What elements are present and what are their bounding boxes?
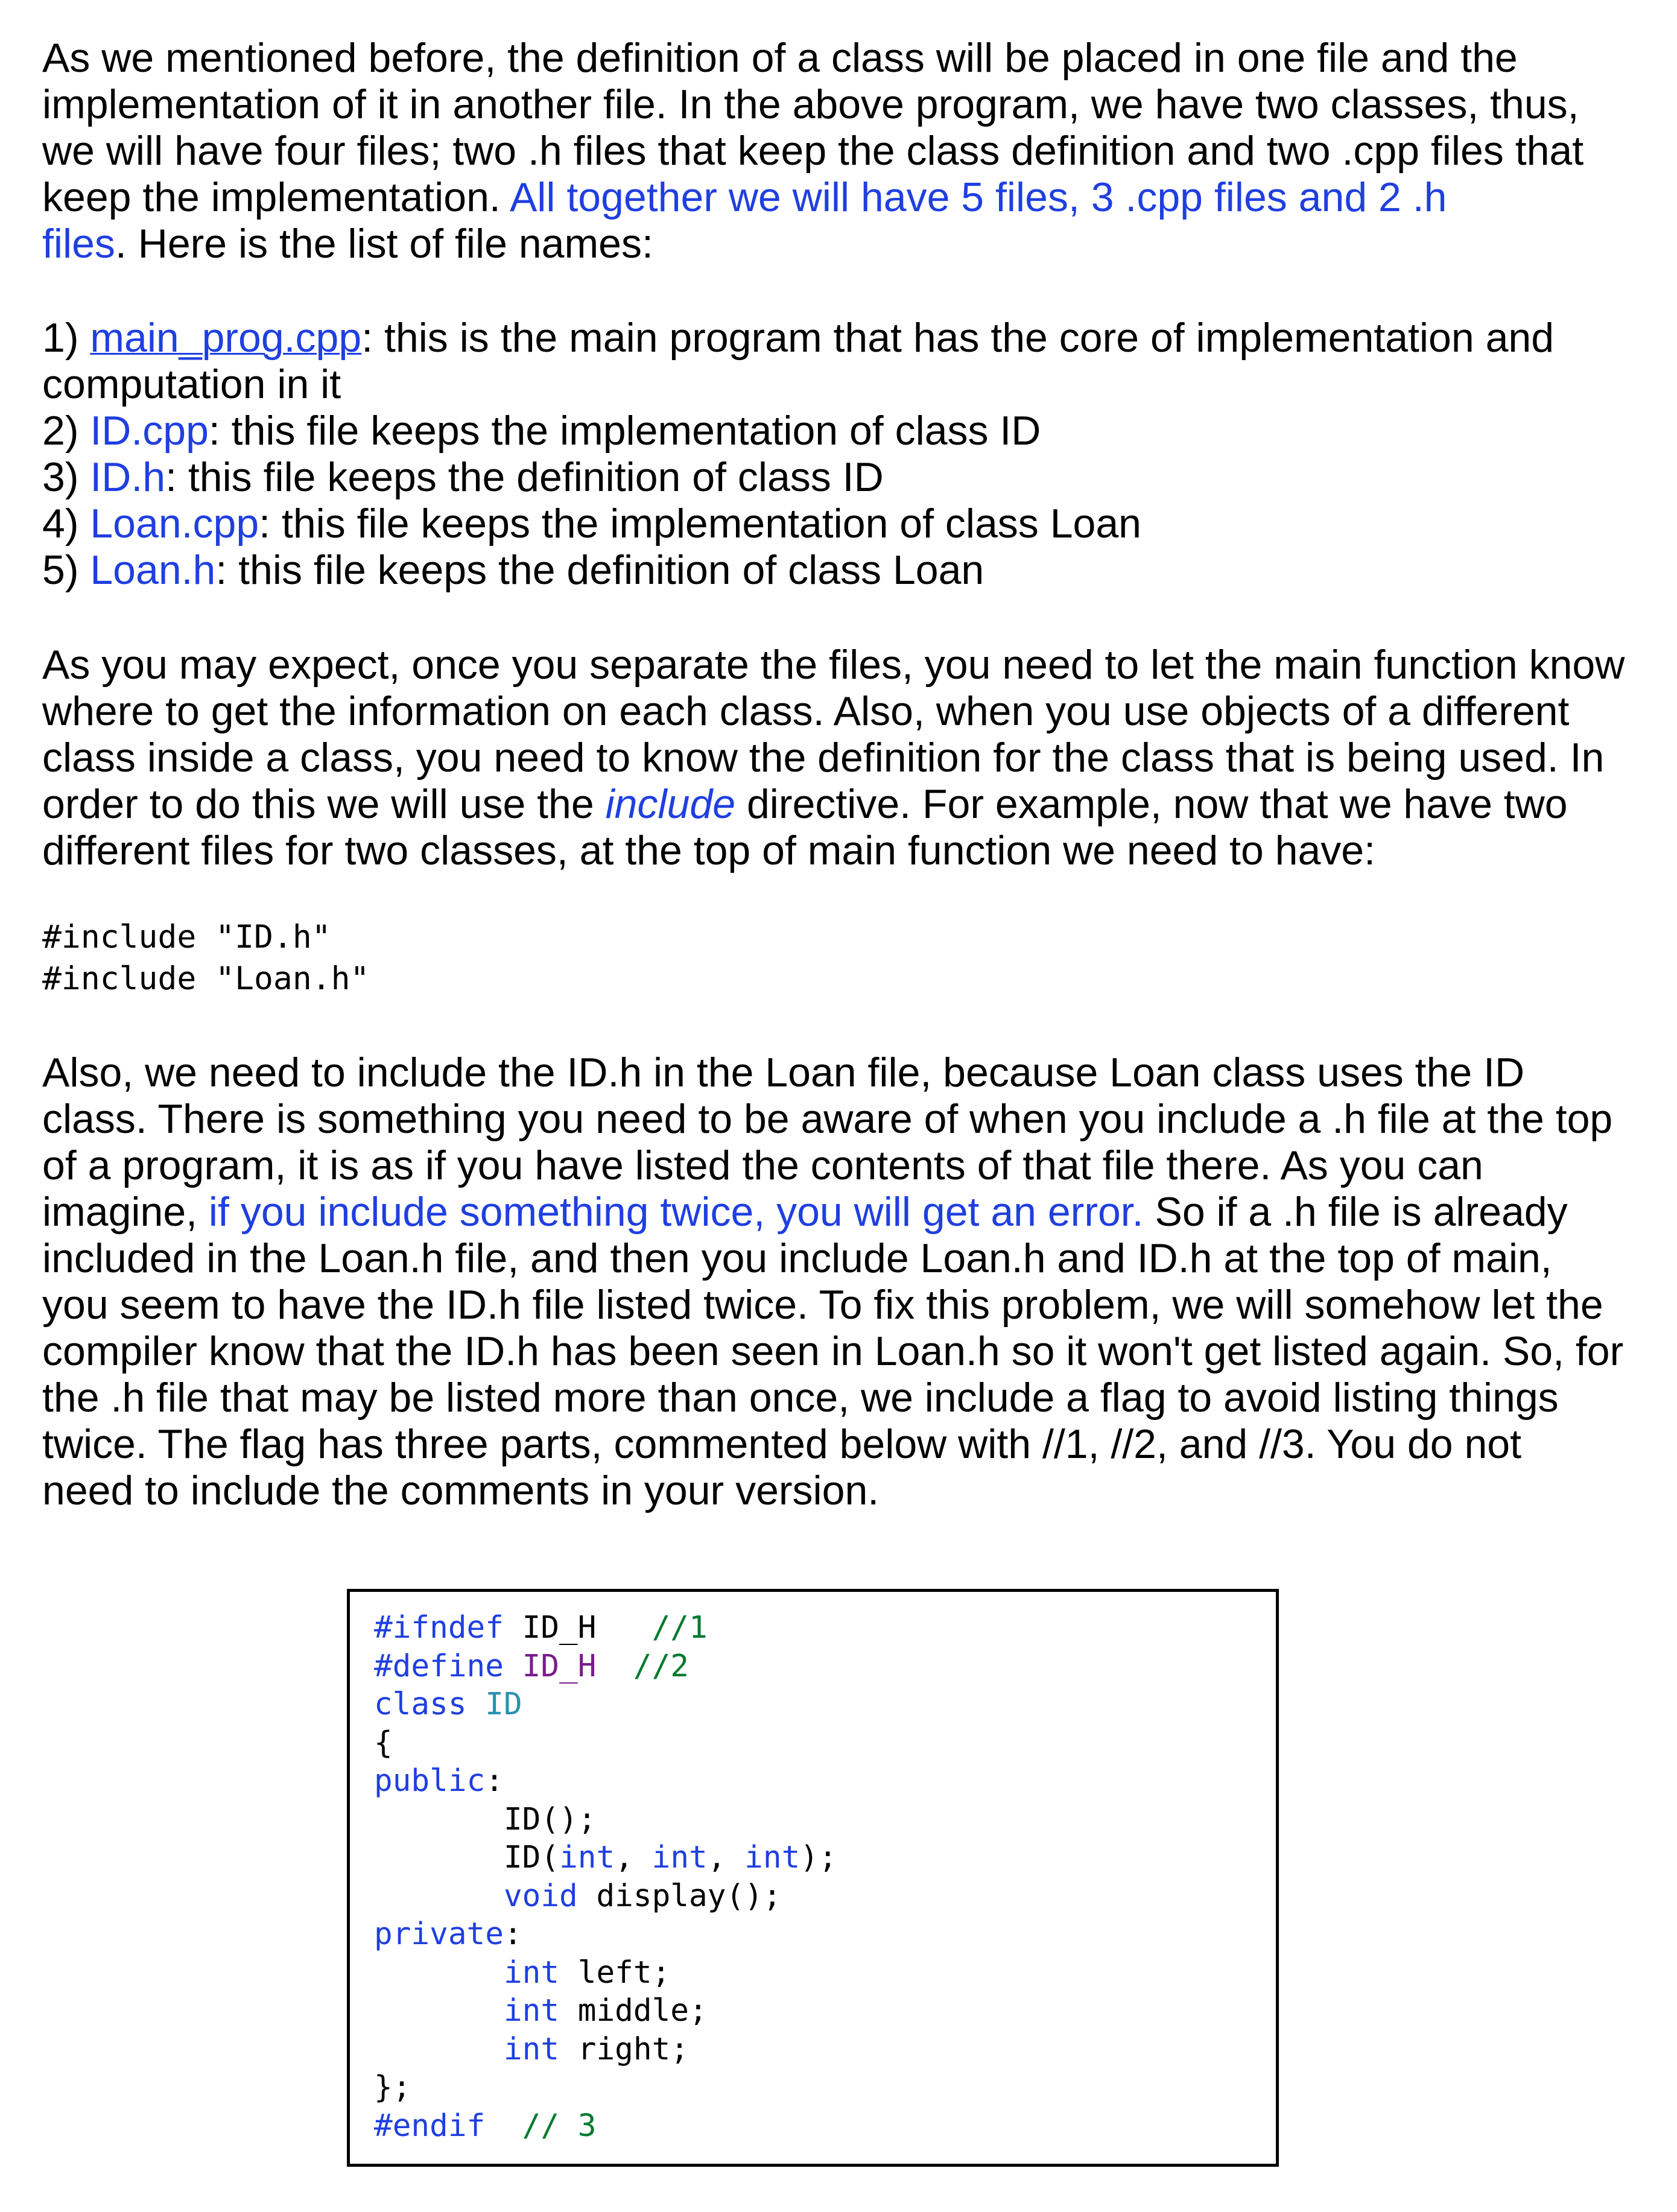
code-punctuation: : (503, 1916, 522, 1952)
code-text: display(); (577, 1878, 782, 1914)
text-line: Also, we need to include the ID.h in the Loan file, because Loan class uses the ID (42, 1050, 1525, 1095)
file-name: Loan.cpp (90, 501, 259, 547)
code-comment: // 3 (485, 2108, 597, 2144)
text-line (42, 1189, 1659, 1235)
code-line (374, 1609, 837, 1647)
list-item (42, 547, 1659, 594)
code-listing (374, 1609, 837, 2145)
code-keyword: int (651, 1840, 708, 1875)
text-line: where to get the information on each class. Also, when you use objects of a different (42, 688, 1570, 734)
code-punctuation: , (707, 1840, 745, 1875)
highlighted-text: if you include something twice, you will get an error. (208, 1189, 1144, 1235)
code-punctuation: ); (800, 1840, 837, 1875)
include-paragraph (42, 642, 1659, 874)
code-indent (374, 1955, 504, 1991)
text-line: As we mentioned before, the definition of a class will be placed in one file and the (42, 35, 1518, 81)
text-line: of a program, it is as if you have listed the contents of that file there. As you can (42, 1142, 1483, 1188)
list-number: 5) (42, 547, 90, 593)
list-item (42, 454, 1659, 501)
code-block (347, 1589, 1279, 2167)
code-line (374, 1992, 837, 2030)
text-line: included in the Loan.h file, and then you include Loan.h and ID.h at the top of main, (42, 1235, 1552, 1281)
text-line: different files for two classes, at the top of main function we need to have: (42, 828, 1375, 873)
file-name: ID.h (90, 454, 166, 500)
code-indent (374, 1840, 504, 1875)
code-keyword: #ifndef (374, 1610, 504, 1646)
list-number: 4) (42, 501, 90, 547)
code-keyword: public (374, 1763, 486, 1799)
code-line (374, 1801, 837, 1839)
text-segment: directive. For example, now that we have two (735, 781, 1568, 827)
text-line: the .h file that may be listed more than once, we include a flag to avoid listing things (42, 1375, 1559, 1421)
list-number: 2) (42, 408, 90, 454)
text-line: need to include the comments in your version. (42, 1468, 880, 1513)
highlighted-text: All together we will have 5 files, 3 .cpp files and 2 .h (509, 174, 1447, 220)
code-keyword: void (503, 1878, 578, 1914)
text-segment: order to do this we will use the (42, 781, 606, 827)
list-item (42, 501, 1659, 547)
file-description: : this file keeps the implementation of class ID (208, 408, 1041, 454)
code-line: #include "Loan.h" (42, 960, 370, 997)
code-keyword: int (503, 1954, 560, 1991)
code-line (374, 1762, 837, 1801)
code-punctuation: : (485, 1763, 504, 1799)
list-item (42, 408, 1659, 454)
text-segment: imagine, (42, 1189, 209, 1235)
file-description: : this is the main program that has the core of implementation and (361, 315, 1555, 361)
code-indent (374, 1878, 504, 1914)
code-identifier: ID_H (503, 1610, 597, 1646)
text-line: implementation of it in another file. In the above program, we have two classes, thus, (42, 81, 1579, 127)
code-indent (374, 1802, 504, 1837)
text-line: compiler know that the ID.h has been seen in Loan.h so it won't get listed again. So, for (42, 1328, 1624, 1374)
text-segment: . Here is the list of file names: (115, 221, 653, 267)
code-keyword: int (503, 1993, 560, 2029)
text-line (42, 174, 1659, 221)
guard-paragraph (42, 1050, 1659, 1514)
text-line: you seem to have the ID.h file listed twice. To fix this problem, we will somehow let the (42, 1282, 1603, 1328)
code-keyword: #endif (374, 2108, 486, 2144)
code-line (374, 2030, 837, 2069)
text-segment: So if a .h file is already (1143, 1189, 1568, 1235)
text-line: twice. The flag has three parts, commented below with //1, //2, and //3. You do not (42, 1421, 1521, 1467)
code-text: middle; (559, 1993, 708, 2029)
code-line: }; (374, 2070, 411, 2105)
code-keyword: class (374, 1687, 467, 1722)
code-text: left; (559, 1954, 671, 1991)
highlighted-text: files (42, 221, 115, 267)
code-keyword: private (374, 1916, 504, 1952)
code-macro: ID_H (503, 1648, 597, 1684)
file-description: : this file keeps the implementation of class Loan (259, 501, 1141, 547)
code-keyword: #define (374, 1648, 504, 1684)
list-item (42, 315, 1659, 361)
code-comment: //2 (596, 1648, 689, 1684)
code-line (374, 1954, 837, 1992)
code-keyword: int (503, 2031, 560, 2067)
code-punctuation: , (615, 1840, 652, 1875)
text-line: class. There is something you need to be aware of when you include a .h file at the top (42, 1096, 1613, 1142)
code-class-name: ID (466, 1687, 522, 1722)
text-line (42, 221, 1659, 267)
code-text: right; (559, 2031, 689, 2067)
list-number: 3) (42, 454, 90, 500)
code-text: ID(); (503, 1801, 597, 1837)
list-number: 1) (42, 315, 90, 361)
text-line: As you may expect, once you separate the files, you need to let the main function know (42, 642, 1625, 688)
code-line: { (374, 1725, 393, 1761)
text-segment: keep the implementation. (42, 174, 510, 220)
file-name: Loan.h (90, 547, 216, 593)
code-indent (374, 1993, 504, 2029)
file-name: ID.cpp (90, 408, 209, 454)
text-line: we will have four files; two .h files that keep the class definition and two .cpp files that (42, 128, 1584, 174)
code-indent (374, 2032, 504, 2067)
code-line (374, 1915, 837, 1954)
file-description: : this file keeps the definition of class ID (165, 454, 884, 500)
text-line: class inside a class, you need to know the definition for the class that is being used. In (42, 735, 1605, 781)
file-name: main_prog.cpp (90, 315, 362, 361)
code-comment: //1 (596, 1610, 708, 1646)
file-description: computation in it (42, 361, 341, 407)
code-line (374, 1685, 837, 1724)
list-item (42, 361, 1659, 408)
text-line (42, 781, 1659, 828)
code-line (374, 1877, 837, 1916)
intro-paragraph (42, 35, 1659, 267)
code-line (374, 1647, 837, 1686)
code-line (374, 1839, 837, 1877)
highlighted-text: include (605, 781, 736, 827)
code-line: #include "ID.h" (42, 919, 331, 955)
code-text: ID( (503, 1840, 560, 1875)
code-keyword: int (744, 1840, 800, 1875)
file-list (42, 315, 1659, 594)
include-snippet (42, 916, 369, 1000)
code-keyword: int (559, 1840, 615, 1875)
file-description: : this file keeps the definition of class Loan (215, 547, 984, 593)
code-line (374, 2107, 837, 2146)
